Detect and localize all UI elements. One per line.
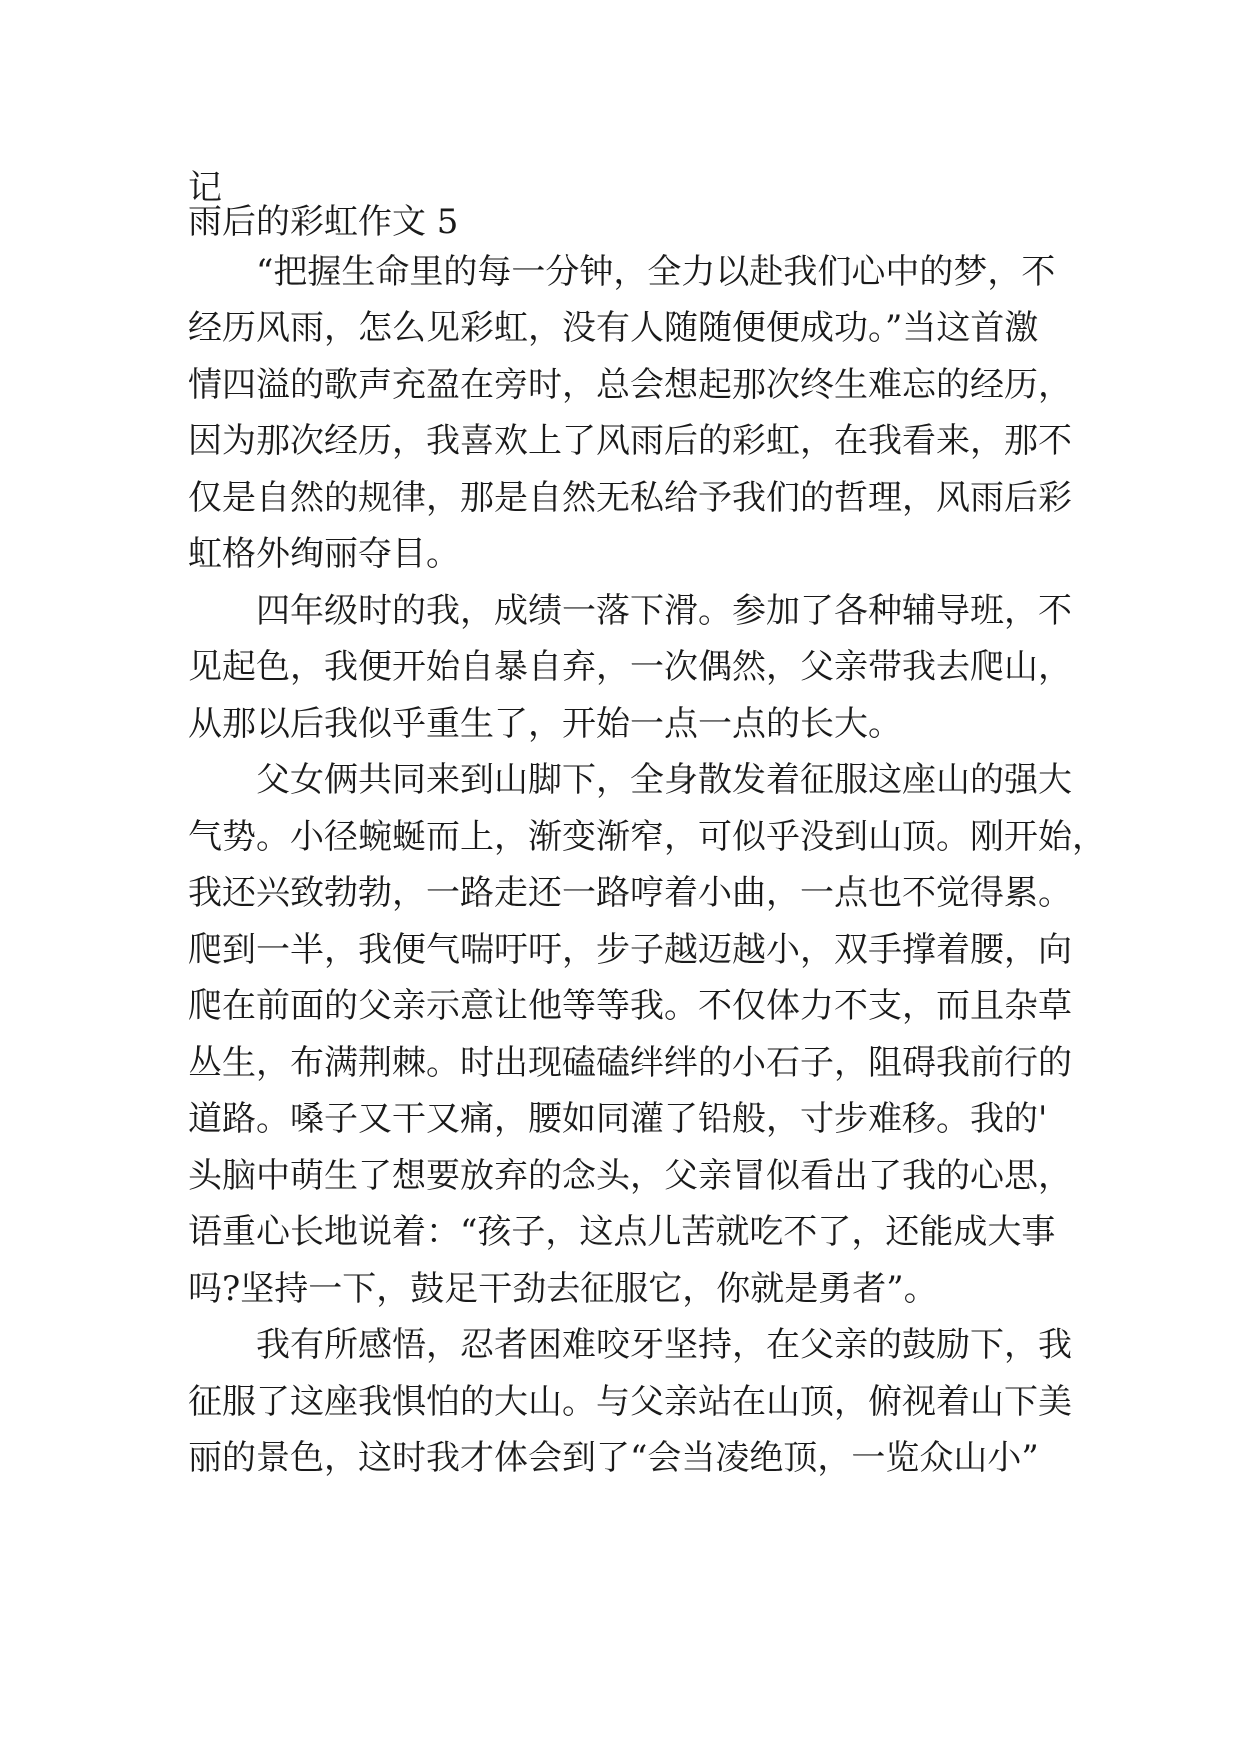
text-line: 虹格外绚丽夺目。 <box>188 534 460 574</box>
text-line: 爬在前面的父亲示意让他等等我。不仅体力不支，而且杂草 <box>188 986 1072 1026</box>
text-line: 我还兴致勃勃，一路走还一路哼着小曲，一点也不觉得累。 <box>188 873 1072 913</box>
text-line: 丛生，布满荆棘。时出现磕磕绊绊的小石子，阻碍我前行的 <box>188 1043 1072 1083</box>
text-line: “把握生命里的每一分钟，全力以赴我们心中的梦，不 <box>256 252 1056 292</box>
text-line: 道路。嗓子又干又痛，腰如同灌了铅般，寸步难移。我的' <box>188 1099 1048 1139</box>
text-line: 情四溢的歌声充盈在旁时，总会想起那次终生难忘的经历， <box>188 365 1072 405</box>
text-line: 吗?坚持一下，鼓足干劲去征服它，你就是勇者”。 <box>188 1269 938 1309</box>
text-line: 见起色，我便开始自暴自弃，一次偶然，父亲带我去爬山， <box>188 647 1072 687</box>
text-line: 征服了这座我惧怕的大山。与父亲站在山顶，俯视着山下美 <box>188 1382 1072 1422</box>
text-line: 父女俩共同来到山脚下，全身散发着征服这座山的强大 <box>256 760 1072 800</box>
text-line: 我有所感悟，忍者困难咬牙坚持，在父亲的鼓励下，我 <box>256 1325 1072 1365</box>
text-line: 语重心长地说着：“孩子，这点儿苦就吃不了，还能成大事 <box>188 1212 1056 1252</box>
text-line: 丽的景色，这时我才体会到了“会当凌绝顶，一览众山小” <box>188 1438 1039 1478</box>
text-line: 头脑中萌生了想要放弃的念头，父亲冒似看出了我的心思， <box>188 1156 1072 1196</box>
text-line: 从那以后我似乎重生了，开始一点一点的长大。 <box>188 704 902 744</box>
continuation-fragment: 记 <box>188 168 222 208</box>
text-line: 四年级时的我，成绩一落下滑。参加了各种辅导班，不 <box>256 591 1072 631</box>
text-line: 仅是自然的规律，那是自然无私给予我们的哲理，风雨后彩 <box>188 478 1072 518</box>
text-line: 气势。小径蜿蜒而上，渐变渐窄，可似乎没到山顶。刚开始， <box>188 817 1106 857</box>
essay-title: 雨后的彩虹作文 5 <box>188 202 459 242</box>
text-line: 经历风雨，怎么见彩虹，没有人随随便便成功。”当这首激 <box>188 308 1039 348</box>
text-line: 爬到一半，我便气喘吁吁，步子越迈越小，双手撑着腰，向 <box>188 930 1072 970</box>
text-line: 因为那次经历，我喜欢上了风雨后的彩虹，在我看来，那不 <box>188 421 1072 461</box>
